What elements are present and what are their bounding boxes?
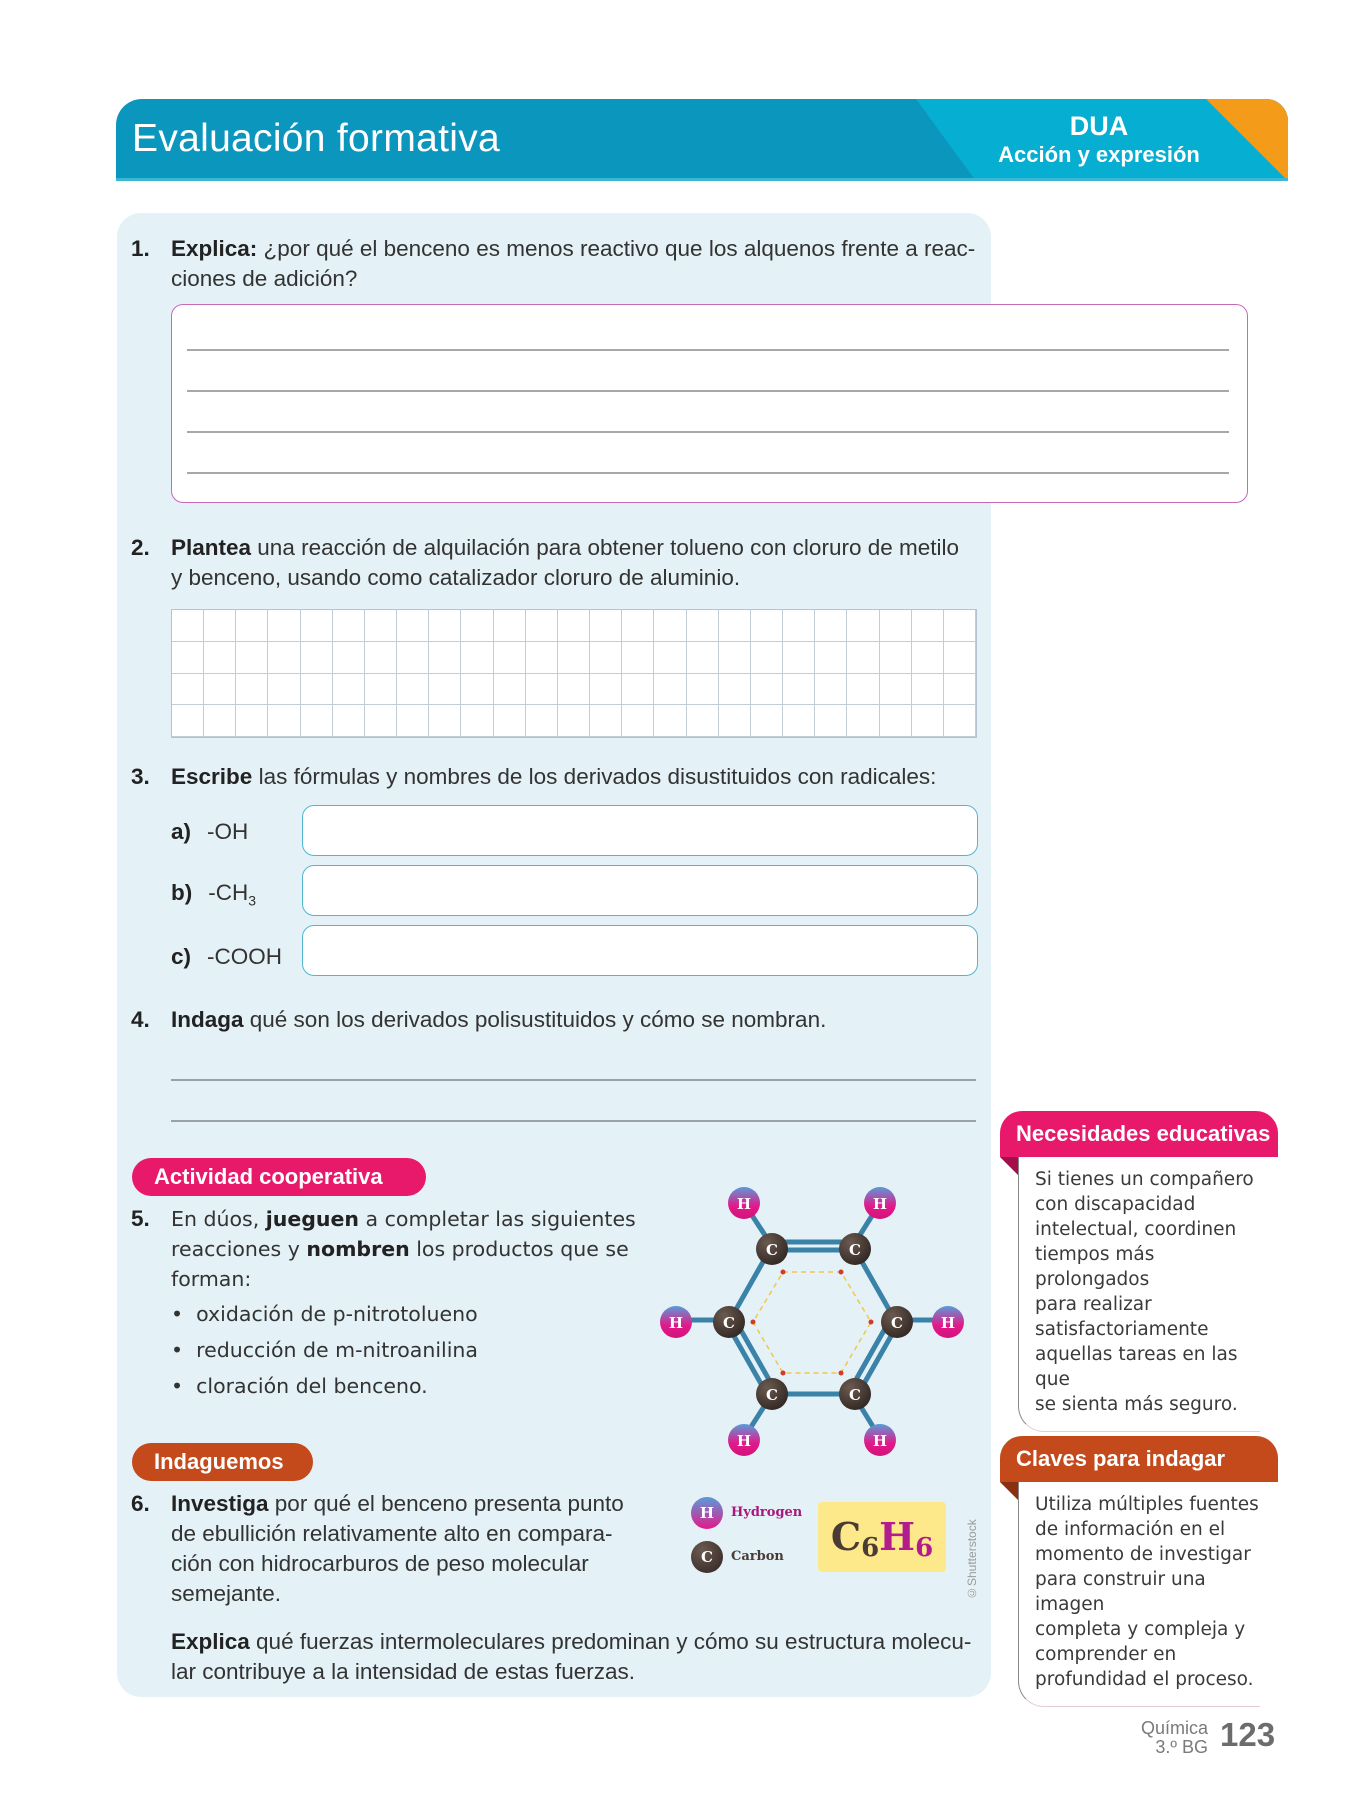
ribbon-fold [1000,1482,1018,1500]
svg-text:C: C [723,1314,735,1332]
answer-input-b[interactable] [302,865,978,916]
page-title: Evaluación formativa [132,117,501,160]
grid-cell[interactable] [558,674,590,706]
grid-cell[interactable] [301,674,333,706]
grid-cell[interactable] [687,674,719,706]
svg-text:C: C [766,1241,778,1259]
grid-cell[interactable] [429,674,461,706]
question-3-text [171,762,936,792]
svg-text:H: H [736,1195,752,1213]
grid-cell[interactable] [172,705,204,737]
indaguemos-badge: Indaguemos [132,1443,313,1481]
hydrogen-atom [660,1306,692,1338]
grid-cell[interactable] [687,642,719,674]
list-item-text: oxidación de p-nitrotolueno [196,1302,478,1326]
grid-cell[interactable] [494,705,526,737]
hydrogen-atom [932,1306,964,1338]
special-needs-title: Necesidades educativas [1000,1111,1278,1157]
grid-cell[interactable] [847,674,879,706]
hydrogen-atom [864,1424,896,1456]
grid-cell[interactable] [397,705,429,737]
text: satisfactoriamente [1035,1319,1209,1340]
grid-cell[interactable] [461,642,493,674]
svg-text:C: C [849,1386,861,1404]
text: aquellas tareas en las que [1035,1344,1238,1390]
text: a completar las siguientes [359,1207,636,1231]
answer-line-q4[interactable] [171,1079,976,1081]
grid-cell[interactable] [912,674,944,706]
answer-line[interactable] [187,390,1229,392]
text: completa y compleja y [1035,1619,1246,1640]
svg-text:H: H [872,1195,888,1213]
grid-cell[interactable] [590,610,622,642]
grid-cell[interactable] [397,610,429,642]
list-item-text: reducción de m-nitroanilina [196,1338,478,1362]
grid-cell[interactable] [944,674,976,706]
hydrogen-atom [728,1424,760,1456]
carbon-icon: C [691,1541,723,1573]
answer-line[interactable] [187,431,1229,433]
reaction-list [171,1296,478,1404]
grid-cell[interactable] [558,610,590,642]
text: Si tienes un compañero [1035,1169,1254,1190]
text: de ebullición relativamente alto en compara- [171,1521,613,1546]
hydrogen-atom [864,1187,896,1219]
grid-cell[interactable] [654,705,686,737]
grid-cell[interactable] [815,642,847,674]
molecular-formula [818,1502,946,1572]
text: qué fuerzas intermoleculares predominan y cómo su estructura molecu- [249,1629,972,1654]
svg-text:H: H [940,1314,956,1332]
grid-cell[interactable] [751,674,783,706]
answer-grid-q2[interactable] [171,609,977,738]
question-verb: Escribe [171,764,253,789]
legend-carbon-label: Carbon [731,1549,784,1564]
question-verb: Indaga [171,1007,244,1032]
text: forman: [171,1267,252,1291]
grid-cell[interactable] [461,705,493,737]
grid-cell[interactable] [719,705,751,737]
list-item-text: cloración del benceno. [196,1374,428,1398]
grid-cell[interactable] [397,642,429,674]
grid-cell[interactable] [944,642,976,674]
answer-input-a[interactable] [302,805,978,856]
grid-cell[interactable] [783,705,815,737]
question-2 [131,533,991,597]
question-number: 4. [131,1007,150,1032]
question-3 [131,762,991,794]
text: intelectual, coordinen [1035,1219,1237,1240]
text: Utiliza múltiples fuentes [1035,1494,1259,1515]
grid-cell[interactable] [751,610,783,642]
section-header [116,99,1288,181]
grid-cell[interactable] [847,705,879,737]
grid-cell[interactable] [365,642,397,674]
grid-cell[interactable] [429,642,461,674]
grid-cell[interactable] [622,610,654,642]
question-text-line: ciones de adición? [171,266,358,291]
question-2-text [171,533,959,593]
atom-legend [691,1497,801,1577]
special-needs-box [1000,1111,1278,1432]
formula-hydrogen: H [879,1514,916,1559]
text: para realizar [1035,1294,1152,1315]
carbon-atom [839,1233,871,1265]
cooperative-activity-badge: Actividad cooperativa [132,1158,426,1196]
question-verb: Investiga [171,1491,269,1516]
grid-cell[interactable] [622,642,654,674]
svg-text:H: H [668,1314,684,1332]
question-verb: Plantea [171,535,252,560]
grid-cell[interactable] [558,642,590,674]
question-number: 6. [131,1491,150,1516]
hydrogen-atom [728,1187,760,1219]
grid-cell[interactable] [301,642,333,674]
grid-cell[interactable] [687,705,719,737]
grid-cell[interactable] [461,674,493,706]
grid-cell[interactable] [333,642,365,674]
special-needs-body [1018,1157,1260,1432]
grid-cell[interactable] [783,642,815,674]
question-verb: Explica: [171,236,258,261]
grid-cell[interactable] [204,705,236,737]
carbon-atom [756,1378,788,1410]
formula-carbon: C [830,1514,862,1559]
text: momento de investigar [1035,1544,1251,1565]
grid-cell[interactable] [429,610,461,642]
grid-cell[interactable] [912,610,944,642]
question-text-line: qué son los derivados polisustituidos y cómo se nombran. [243,1007,827,1032]
question-number: 2. [131,535,150,560]
text: lar contribuye a la intensidad de estas fuerzas. [171,1659,636,1684]
grid-cell[interactable] [172,610,204,642]
hydrogen-icon: H [691,1497,723,1529]
grid-cell[interactable] [719,610,751,642]
grid-cell[interactable] [590,642,622,674]
grid-cell[interactable] [880,674,912,706]
grid-cell[interactable] [526,674,558,706]
formula-hydrogen-count: 6 [915,1533,934,1563]
item-letter: c) [171,944,192,969]
grid-cell[interactable] [333,610,365,642]
text: de información en el [1035,1519,1226,1540]
grid-cell[interactable] [494,610,526,642]
image-credit: ©Shutterstock [965,1519,979,1600]
question-verb: nombren [306,1237,410,1261]
grid-cell[interactable] [494,674,526,706]
carbon-atom [756,1233,788,1265]
formula-carbon-count: 6 [861,1533,880,1563]
grid-cell[interactable] [268,642,300,674]
grid-cell[interactable] [783,674,815,706]
grid-cell[interactable] [944,705,976,737]
item-a-label [171,819,248,845]
grid-cell[interactable] [719,674,751,706]
question-6-text [171,1489,641,1609]
question-verb: jueguen [265,1207,360,1231]
text: ción con hidrocarburos de peso molecular [171,1551,589,1576]
answer-line[interactable] [187,472,1229,474]
answer-line-q4[interactable] [171,1120,976,1122]
grid-cell[interactable] [847,642,879,674]
grid-cell[interactable] [204,674,236,706]
grid-cell[interactable] [622,705,654,737]
radical-formula: -OH [207,819,249,844]
item-letter: a) [171,819,192,844]
text: con discapacidad [1035,1194,1196,1215]
answer-line[interactable] [187,349,1229,351]
svg-text:H: H [872,1432,888,1450]
grid-cell[interactable] [880,642,912,674]
grid-cell[interactable] [783,610,815,642]
list-item: • reducción de m-nitroanilina [171,1338,478,1362]
carbon-atom [839,1378,871,1410]
grid-cell[interactable] [526,642,558,674]
question-4 [131,1005,991,1037]
grid-cell[interactable] [172,674,204,706]
question-text-line: y benceno, usando como catalizador cloruro de aluminio. [171,565,741,590]
grid-cell[interactable] [719,642,751,674]
item-c-label [171,944,282,970]
grid-cell[interactable] [654,642,686,674]
item-letter: b) [171,880,193,905]
grid-cell[interactable] [204,610,236,642]
grid-cell[interactable] [461,610,493,642]
text: tiempos más prolongados [1035,1244,1155,1290]
research-tips-title: Claves para indagar [1000,1436,1278,1482]
grid-cell[interactable] [654,610,686,642]
grid-cell[interactable] [268,610,300,642]
radical-subscript: 3 [248,892,257,909]
header-underline [116,178,1288,181]
text: para construir una imagen [1035,1569,1206,1615]
grid-cell[interactable] [268,674,300,706]
question-5-text [171,1204,636,1294]
question-4-text [171,1005,826,1035]
grid-cell[interactable] [590,705,622,737]
grid-cell[interactable] [365,610,397,642]
grid-cell[interactable] [333,705,365,737]
grid-cell[interactable] [172,642,204,674]
text: por qué el benceno presenta punto [268,1491,624,1516]
grid-cell[interactable] [912,642,944,674]
grid-cell[interactable] [397,674,429,706]
text: En dúos, [171,1207,266,1231]
grid-cell[interactable] [204,642,236,674]
grid-cell[interactable] [494,642,526,674]
svg-text:H: H [736,1432,752,1450]
grid-cell[interactable] [301,705,333,737]
text: semejante. [171,1581,282,1606]
grid-cell[interactable] [558,705,590,737]
question-text-line: ¿por qué el benceno es menos reactivo que los alquenos frente a reac- [257,236,976,261]
svg-text:C: C [766,1386,778,1404]
grid-cell[interactable] [622,674,654,706]
grid-cell[interactable] [751,642,783,674]
question-text-line: las fórmulas y nombres de los derivados disustituidos con radicales: [252,764,937,789]
grid-cell[interactable] [429,705,461,737]
question-number: 5. [131,1206,150,1231]
radical-formula: -CH [208,880,249,905]
research-tips-box [1000,1436,1278,1707]
grid-cell[interactable] [687,610,719,642]
legend-hydrogen-label: Hydrogen [731,1505,803,1520]
grid-cell[interactable] [815,610,847,642]
grid-cell[interactable] [751,705,783,737]
question-number: 3. [131,764,150,789]
grid-cell[interactable] [301,610,333,642]
grid-cell[interactable] [880,705,912,737]
question-text-line: una reacción de alquilación para obtener tolueno con cloruro de metilo [251,535,960,560]
grid-cell[interactable] [912,705,944,737]
svg-text:C: C [849,1241,861,1259]
answer-input-c[interactable] [302,925,978,976]
grid-cell[interactable] [236,610,268,642]
grid-cell[interactable] [847,610,879,642]
footer-subject [1100,1719,1208,1757]
text: se sienta más seguro. [1035,1394,1238,1415]
list-item: • cloración del benceno. [171,1374,428,1398]
carbon-atom [713,1306,745,1338]
grid-cell[interactable] [365,705,397,737]
grid-cell[interactable] [944,610,976,642]
benzene-molecule-diagram [655,1178,965,1458]
page-number: 123 [1220,1716,1276,1753]
dua-title: DUA [1069,111,1129,141]
grid-cell[interactable] [236,705,268,737]
question-6 [131,1489,641,1613]
subject-name: Química [1140,1718,1208,1738]
grid-cell[interactable] [526,705,558,737]
question-5 [131,1204,651,1304]
question-6-part-2 [171,1627,991,1691]
text: profundidad el proceso. [1035,1669,1254,1690]
dua-label [984,111,1214,169]
grid-cell[interactable] [526,610,558,642]
dua-subtitle: Acción y expresión [998,142,1200,167]
question-1 [131,234,991,298]
text: reacciones y [171,1237,307,1261]
answer-box-q1[interactable] [171,304,1248,503]
radical-formula: -COOH [207,944,283,969]
carbon-atom [881,1306,913,1338]
text: comprender en [1035,1644,1177,1665]
grid-cell[interactable] [236,642,268,674]
item-b-label [171,880,256,909]
grid-cell[interactable] [268,705,300,737]
grid-cell[interactable] [236,674,268,706]
grid-cell[interactable] [654,674,686,706]
grid-cell[interactable] [880,610,912,642]
question-1-text [171,234,975,294]
grid-cell[interactable] [333,674,365,706]
list-item: • oxidación de p-nitrotolueno [171,1302,478,1326]
grade-level: 3.º BG [1155,1737,1208,1757]
svg-text:C: C [891,1314,903,1332]
text: los productos que se [409,1237,629,1261]
grid-cell[interactable] [365,674,397,706]
grid-cell[interactable] [815,674,847,706]
grid-cell[interactable] [815,705,847,737]
question-verb: Explica [171,1629,250,1654]
research-tips-body [1018,1482,1260,1707]
question-number: 1. [131,236,150,261]
ribbon-fold [1000,1157,1018,1175]
grid-cell[interactable] [590,674,622,706]
